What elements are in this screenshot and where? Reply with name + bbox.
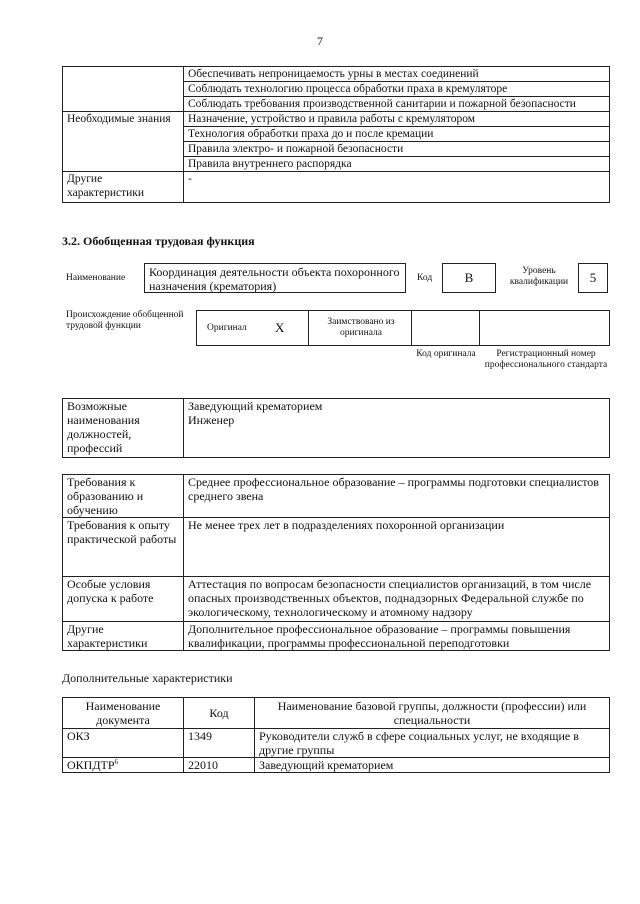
doc-name: ОКЗ: [67, 729, 90, 743]
original-mark: X: [275, 320, 285, 335]
additional-table: [62, 697, 610, 773]
requirement-label: Требования к образованию и обучению: [63, 475, 184, 518]
position-item: Заведующий крематорием: [188, 399, 323, 413]
knowledge-item: Правила внутреннего распорядка: [184, 157, 610, 172]
code-value-box: B: [442, 263, 496, 293]
code-cell: 1349: [184, 729, 255, 758]
code-original-label: Код оригинала: [416, 349, 476, 359]
requirement-value: Аттестация по вопросам безопасности специалистов организаций, в том числе опасных производственных объектов, поднадзорных Федеральной службе по экологическому, технологическому и атомному надзору: [184, 577, 610, 622]
reg-number-label: Регистрационный номер профессионального стандарта: [484, 349, 608, 370]
original-cell: [196, 310, 308, 346]
requirement-value: Не менее трех лет в подразделениях похоронной организации: [184, 518, 610, 577]
section-title: 3.2. Обобщенная трудовая функция: [62, 234, 255, 248]
level-label: Уровень квалификации: [509, 266, 569, 287]
requirement-label: Другие характеристики: [63, 622, 184, 651]
code-cell: 22010: [184, 758, 255, 773]
skill-item: Обеспечивать непроницаемость урны в местах соединений: [184, 67, 610, 82]
doc-cell: [63, 758, 184, 773]
reg-number-cell: [480, 310, 610, 346]
doc-name: ОКПДТР: [67, 758, 115, 772]
skills-knowledge-table: [62, 66, 610, 203]
name-cell: Заведующий крематорием: [255, 758, 610, 773]
doc-footnote: 6: [114, 758, 119, 766]
positions-table: [62, 398, 610, 458]
function-name-box: Координация деятельности объекта похоронного назначения (крематория): [144, 263, 406, 293]
position-item: Инженер: [188, 413, 235, 427]
borrowed-label: Заимствовано из оригинала: [327, 317, 395, 338]
code-label: Код: [417, 273, 433, 283]
name-label: Наименование: [66, 273, 126, 283]
requirement-value: Среднее профессиональное образование – программы подготовки специалистов среднего звена: [184, 475, 610, 518]
requirement-value: Дополнительное профессиональное образование – программы повышения квалификации, программы профессиональной переподготовки: [184, 622, 610, 651]
row-label-empty: [63, 67, 184, 112]
skill-item: Соблюдать требования производственной санитарии и пожарной безопасности: [184, 97, 610, 112]
row-label-knowledge: Необходимые знания: [63, 112, 184, 172]
row-label-other: Другие характеристики: [63, 172, 184, 203]
level-value-box: 5: [578, 263, 608, 293]
skill-item: Соблюдать технологию процесса обработки праха в кремуляторе: [184, 82, 610, 97]
requirement-label: Требования к опыту практической работы: [63, 518, 184, 577]
borrowed-cell: [308, 310, 412, 346]
additional-title: Дополнительные характеристики: [62, 671, 233, 685]
header-document: Наименование документа: [63, 698, 184, 729]
origin-label: Происхождение обобщенной трудовой функции: [66, 310, 184, 331]
requirement-label: Особые условия допуска к работе: [63, 577, 184, 622]
doc-cell: [63, 729, 184, 758]
page-number: 7: [317, 34, 323, 48]
header-name: Наименование базовой группы, должности (профессии) или специальности: [255, 698, 610, 729]
original-label: Оригинал: [207, 323, 247, 333]
other-item: -: [184, 172, 610, 203]
positions-label: Возможные наименования должностей, профессий: [63, 399, 184, 458]
knowledge-item: Технология обработки праха до и после кремации: [184, 127, 610, 142]
name-cell: Руководители служб в сфере социальных услуг, не входящие в другие группы: [255, 729, 610, 758]
header-code: Код: [184, 698, 255, 729]
knowledge-item: Правила электро- и пожарной безопасности: [184, 142, 610, 157]
requirements-table: [62, 474, 610, 651]
knowledge-item: Назначение, устройство и правила работы с кремулятором: [184, 112, 610, 127]
code-original-cell: [412, 310, 480, 346]
positions-values: [184, 399, 610, 458]
origin-row: [196, 310, 610, 346]
